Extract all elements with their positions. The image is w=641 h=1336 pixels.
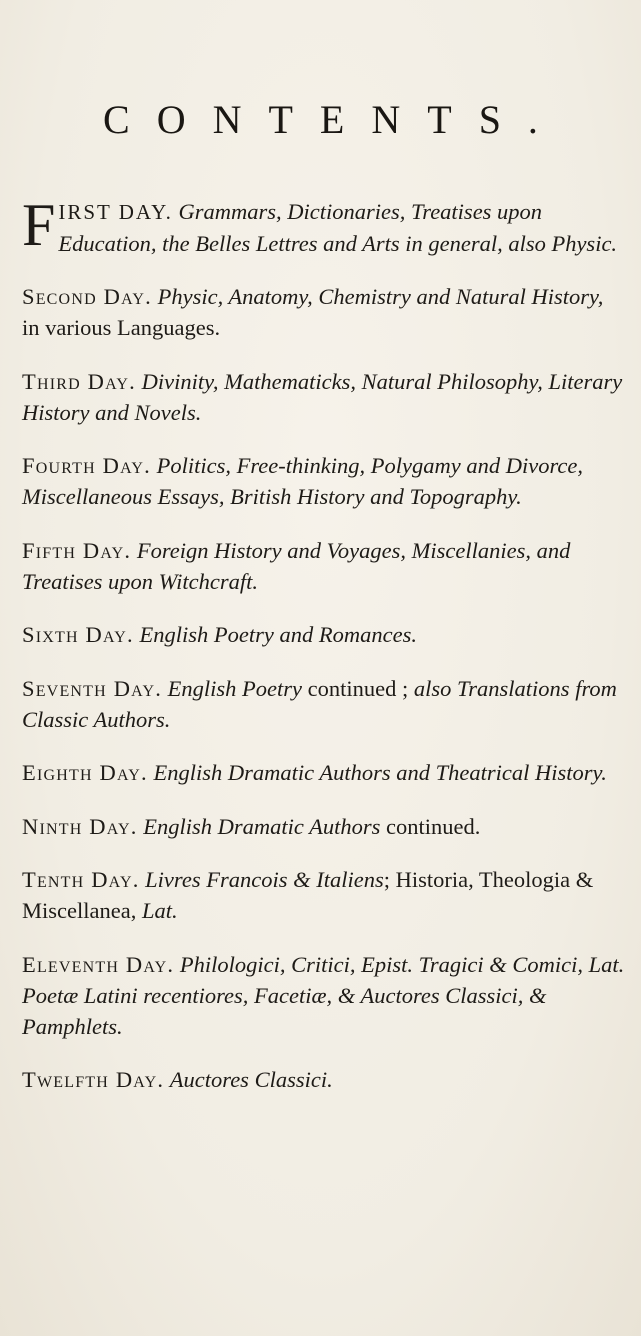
day-label: Ninth Day.: [22, 813, 138, 839]
day-label: Third Day.: [22, 368, 136, 394]
subject-italic: English Dramatic Authors: [143, 813, 381, 839]
day-label: Eleventh Day.: [22, 951, 175, 977]
subject-italic: Lat.: [141, 898, 178, 923]
subject-italic: Auctores Classici.: [169, 1067, 333, 1092]
day-label: Second Day.: [22, 284, 152, 309]
contents-entry: [22, 535, 626, 597]
contents-entry: [22, 949, 626, 1042]
contents-entry: [22, 864, 626, 926]
day-label: Eighth Day.: [22, 760, 148, 785]
day-label: Tenth Day.: [22, 867, 140, 892]
day-label: Seventh Day.: [22, 675, 163, 701]
subject-italic: English Poetry and Romances.: [139, 622, 417, 647]
contents-list: [22, 173, 626, 1113]
subject-italic: Livres Francois & Italiens: [145, 867, 384, 892]
subject-italic: Divinity, Mathematicks, Natural Philosophy, Literary History and Novels.: [22, 368, 623, 425]
contents-entry: [22, 366, 626, 428]
subject-italic: Politics, Free-thinking, Polygamy and Divorce, Miscellaneous Essays, British History and Topography.: [22, 453, 583, 509]
subject-italic: also Translations from Classic Authors.: [22, 675, 617, 732]
contents-entry: [22, 450, 626, 512]
contents-entry: [22, 191, 626, 259]
subject-italic: English Poetry: [167, 675, 303, 701]
contents-entry: [22, 673, 626, 735]
contents-entry: [22, 619, 626, 650]
subject-italic: Philologici, Critici, Epist. Tragici & Comici, Lat. Poetæ Latini recentiores, Facetiæ, & Auctores Classici, & Pamphlets.: [22, 951, 625, 1039]
subject-italic: English Dramatic Authors and Theatrical History.: [153, 760, 607, 785]
subject-roman: in various Languages.: [22, 315, 221, 340]
subject-roman: continued ;: [302, 675, 414, 701]
day-label: Fifth Day.: [22, 537, 132, 563]
day-label: IRST DAY.: [58, 199, 173, 224]
subject-italic: Grammars, Dictionaries, Treatises upon Education, the Belles Lettres and Arts in general, also Physic.: [58, 198, 618, 256]
subject-roman: continued.: [380, 813, 481, 839]
contents-entry: [22, 281, 626, 343]
day-label: Fourth Day.: [22, 453, 152, 478]
day-label: Sixth Day.: [22, 622, 134, 647]
subject-italic: Physic, Anatomy, Chemistry and Natural History,: [157, 284, 604, 309]
subject-roman: ; Historia, Theologia & Miscellanea,: [22, 867, 594, 923]
contents-entry: [22, 1064, 626, 1095]
contents-heading: CONTENTS.: [103, 97, 565, 142]
day-label: Twelfth Day.: [22, 1067, 165, 1092]
drop-cap: F: [22, 191, 56, 258]
contents-entry: [22, 757, 626, 788]
subject-italic: Foreign History and Voyages, Miscellanies, and Treatises upon Witchcraft.: [22, 537, 571, 594]
contents-entry: [22, 811, 626, 842]
